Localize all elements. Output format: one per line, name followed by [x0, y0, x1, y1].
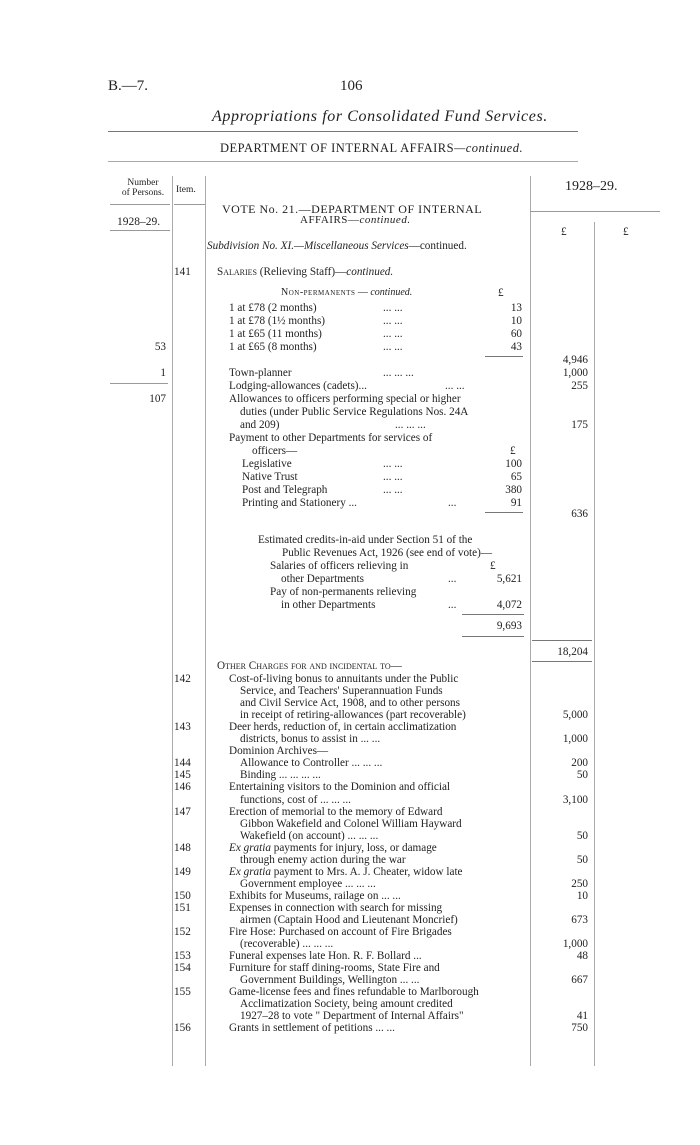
payment-value: 65	[510, 471, 522, 483]
credits-line3: Salaries of officers relieving in	[270, 560, 409, 572]
lodging-value: 255	[571, 380, 588, 392]
item-header-rule	[174, 204, 205, 205]
allowances-value: 175	[571, 419, 588, 431]
payment-dots: ... ...	[383, 484, 403, 496]
credits-line4: other Departments	[281, 573, 364, 585]
payment-text: Legislative	[242, 458, 292, 470]
charge-text-line: Allowance to Controller ... ... ...	[240, 757, 383, 770]
payment-total: 636	[571, 508, 588, 520]
charge-item-number: 154	[174, 962, 191, 975]
non-perm-persons: 53	[154, 341, 166, 353]
non-perm-text: 1 at £78 (1½ months)	[229, 315, 326, 327]
credits-total: 9,693	[496, 620, 522, 632]
payment-text: Post and Telegraph	[242, 484, 328, 496]
charge-text-line: Expenses in connection with search for missing	[229, 901, 443, 914]
charge-item-number: 153	[174, 950, 191, 963]
charge-value: 3,100	[562, 793, 588, 806]
payment-line2: officers—	[252, 445, 298, 457]
charge-value: 200	[571, 757, 588, 770]
year-left-rule	[110, 230, 170, 231]
vote-heading-line2	[300, 214, 411, 226]
vote-heading-line1: VOTE No. 21.—DEPARTMENT OF INTERNAL	[222, 202, 483, 216]
credits-total-rule	[462, 636, 524, 637]
col-header-persons	[115, 178, 171, 198]
page-ref: B.—7.	[108, 78, 149, 94]
charge-text-line: Game-license fees and fines refundable to Marlborough	[229, 986, 479, 999]
charge-text-line: in receipt of retiring-allowances (part recoverable)	[240, 709, 466, 722]
charge-text-line: Ex gratia payment to Mrs. A. J. Cheater, widow late	[229, 865, 463, 878]
page-title: Appropriations for Consolidated Fund Services.	[212, 108, 548, 125]
charge-text-line: Deer herds, reduction of, in certain acclimatization	[229, 721, 457, 734]
col-header-year-right: 1928–29.	[565, 179, 618, 194]
title-rule	[108, 131, 578, 132]
payment-value: 91	[510, 497, 522, 509]
charge-item-number: 142	[174, 673, 191, 685]
non-perm-cont: continued.	[370, 287, 413, 298]
non-perm-dots: ... ...	[383, 302, 403, 314]
payment-dots: ... ...	[383, 458, 403, 470]
charge-item-number: 143	[174, 721, 191, 734]
charge-value: 1,000	[562, 938, 588, 951]
charge-text-line: 1927–28 to vote " Department of Internal Affairs"	[240, 1010, 464, 1023]
charge-item-number: 156	[174, 1022, 191, 1035]
non-perm-sum-rule	[485, 356, 523, 357]
non-perm-dots: ... ...	[383, 328, 403, 340]
payment-sum-rule	[485, 512, 523, 513]
charge-value: 10	[576, 889, 588, 902]
non-perm-heading	[281, 287, 412, 299]
charge-text-line: Service, and Teachers' Superannuation Funds	[240, 685, 443, 698]
charge-item-number: 145	[174, 769, 191, 782]
charge-value: 667	[571, 974, 588, 987]
charge-text-line: Binding ... ... ... ...	[240, 769, 321, 782]
town-dots: ... ... ...	[383, 367, 414, 379]
charge-value: 50	[576, 853, 588, 866]
credits-line6: in other Departments	[281, 599, 376, 611]
payment-pound: £	[510, 445, 516, 457]
charge-text-line: Government employee ... ... ...	[240, 877, 376, 890]
charge-text-line: airmen (Captain Hood and Lieutenant Moncrief)	[240, 914, 458, 926]
col-header-year-left: 1928–29.	[117, 216, 161, 228]
salaries-total: 18,204	[557, 646, 588, 658]
credits-line2: Public Revenues Act, 1926 (see end of vote)—	[282, 547, 493, 559]
subdivision-a: Subdivision No. XI.—Miscellaneous Services	[207, 240, 409, 252]
col-rule-2	[205, 176, 206, 1066]
payment-value: 380	[505, 484, 522, 496]
pound-col-2: £	[623, 226, 629, 238]
non-perm-text: 1 at £65 (8 months)	[229, 341, 317, 353]
credits-line1: Estimated credits-in-aid under Section 51 of the	[258, 534, 473, 546]
charge-item-number: 149	[174, 865, 191, 878]
credits-line4-dots: ...	[448, 573, 457, 585]
payment-value: 100	[505, 458, 522, 470]
payment-text: Printing and Stationery ...	[242, 497, 357, 509]
charge-text-line: Exhibits for Museums, railage on ... ...	[229, 889, 401, 902]
charge-text-line: Funeral expenses late Hon. R. F. Bollard ...	[229, 950, 422, 963]
credits-sum-rule	[462, 614, 524, 615]
charge-text-line: Furniture for staff dining-rooms, State Fire and	[229, 962, 440, 975]
credits-line6-dots: ...	[448, 599, 457, 611]
col-rule-1	[172, 176, 173, 1066]
town-text: Town-planner	[229, 367, 292, 379]
pound-col-1: £	[561, 226, 567, 238]
credits-pound: £	[490, 560, 496, 572]
subdivision-heading	[207, 240, 467, 252]
col-header-persons-1: Number	[127, 178, 159, 188]
salaries-cont: continued.	[346, 266, 394, 278]
salaries-heading	[217, 266, 393, 278]
charge-item-number: 144	[174, 757, 191, 770]
lodging-text: Lodging-allowances (cadets)...	[229, 380, 367, 392]
department-name: DEPARTMENT OF INTERNAL AFFAIRS	[220, 141, 455, 155]
salaries-total-rule-top	[532, 640, 592, 641]
charge-value: 673	[571, 914, 588, 926]
col-rule-3	[530, 176, 531, 1066]
charge-text-line: Grants in settlement of petitions ... ...	[229, 1022, 395, 1035]
charge-value: 41	[576, 1010, 588, 1023]
department-suffix: —continued.	[454, 141, 524, 155]
non-perm-total: 4,946	[562, 354, 588, 366]
charge-item-number: 147	[174, 805, 191, 818]
charge-value: 250	[571, 877, 588, 890]
salaries-item: 141	[174, 266, 191, 278]
header-rule	[108, 161, 578, 162]
non-perm-pound: £	[498, 287, 504, 299]
charge-text-line: Acclimatization Society, being amount credited	[240, 998, 453, 1011]
charge-text-line: Erection of memorial to the memory of Edward	[229, 805, 443, 818]
charge-text-line: Cost-of-living bonus to annuitants under the Public	[229, 673, 459, 685]
credits-value1: 5,621	[496, 573, 522, 585]
charge-item-number: 146	[174, 781, 191, 794]
charge-text-line: Wakefield (on account) ... ... ...	[240, 829, 379, 842]
non-perm-value: 10	[510, 315, 522, 327]
charge-text-line: and Civil Service Act, 1908, and to other persons	[240, 697, 460, 710]
charge-text-line: districts, bonus to assist in ... ...	[240, 733, 381, 746]
payment-dots: ... ...	[383, 471, 403, 483]
other-charges-heading: Other Charges for and incidental to—	[217, 660, 402, 672]
non-perm-text: 1 at £65 (11 months)	[229, 328, 322, 340]
charge-value: 5,000	[562, 709, 588, 722]
town-persons-rule	[110, 383, 168, 384]
subdivision-b: —continued.	[408, 240, 467, 252]
charge-item-number: 151	[174, 901, 191, 914]
charge-value: 1,000	[562, 733, 588, 746]
salaries-total-rule-bottom	[532, 661, 592, 662]
credits-line5: Pay of non-permanents relieving	[270, 586, 417, 598]
charge-value: 50	[576, 769, 588, 782]
payment-line1: Payment to other Departments for services of	[229, 432, 433, 444]
allowances-line3: and 209)	[240, 419, 280, 431]
col-header-item: Item.	[176, 185, 196, 195]
salaries-label: Salaries	[217, 266, 257, 278]
non-perm-value: 43	[510, 341, 522, 353]
charge-value: 50	[576, 829, 588, 842]
charge-text-line: Government Buildings, Wellington ... ...	[240, 974, 420, 987]
vote-heading-line2-b: continued.	[359, 214, 411, 226]
charge-text-line: Ex gratia payments for injury, loss, or damage	[229, 841, 437, 854]
non-perm-dots: ... ...	[383, 341, 403, 353]
charge-value: 750	[571, 1022, 588, 1035]
charge-item-number: 148	[174, 841, 191, 854]
town-value: 1,000	[562, 367, 588, 379]
non-perm-label: Non-permanents	[281, 287, 356, 298]
non-perm-value: 13	[510, 302, 522, 314]
col-rule-4	[594, 222, 595, 1066]
allowances-dots: ... ... ...	[395, 419, 426, 431]
charge-value: 48	[576, 950, 588, 963]
charge-text-line: functions, cost of ... ... ...	[240, 793, 351, 806]
persons-header-rule	[110, 204, 170, 205]
charge-item-number: 155	[174, 986, 191, 999]
non-perm-dots: ... ...	[383, 315, 403, 327]
charge-text-line: Gibbon Wakefield and Colonel William Hayward	[240, 817, 462, 830]
non-perm-dash: —	[355, 287, 371, 298]
persons-total: 107	[149, 393, 166, 405]
non-perm-text: 1 at £78 (2 months)	[229, 302, 317, 314]
credits-value2: 4,072	[496, 599, 522, 611]
charge-text-line: Dominion Archives—	[229, 745, 329, 758]
vote-heading-line2-a: AFFAIRS—	[300, 214, 360, 226]
allowances-line1: Allowances to officers performing special or higher	[229, 393, 461, 405]
non-perm-value: 60	[510, 328, 522, 340]
col-header-persons-2: of Persons.	[121, 188, 165, 198]
payment-text: Native Trust	[242, 471, 298, 483]
allowances-line2: duties (under Public Service Regulations Nos. 24A	[240, 406, 469, 418]
charge-text-line: through enemy action during the war	[240, 853, 406, 866]
charge-text-line: Entertaining visitors to the Dominion and official	[229, 781, 451, 794]
charge-item-number: 152	[174, 926, 191, 939]
department-heading	[220, 141, 523, 156]
town-persons: 1	[160, 367, 166, 379]
charge-text-line: (recoverable) ... ... ...	[240, 938, 334, 951]
charge-text-line: Fire Hose: Purchased on account of Fire Brigades	[229, 926, 452, 939]
year-right-rule	[530, 211, 660, 212]
lodging-dots: ... ...	[445, 380, 465, 392]
charge-item-number: 150	[174, 889, 191, 902]
page-number: 106	[340, 78, 363, 94]
payment-dots: ...	[448, 497, 457, 509]
salaries-rest: (Relieving Staff)—	[257, 266, 347, 278]
